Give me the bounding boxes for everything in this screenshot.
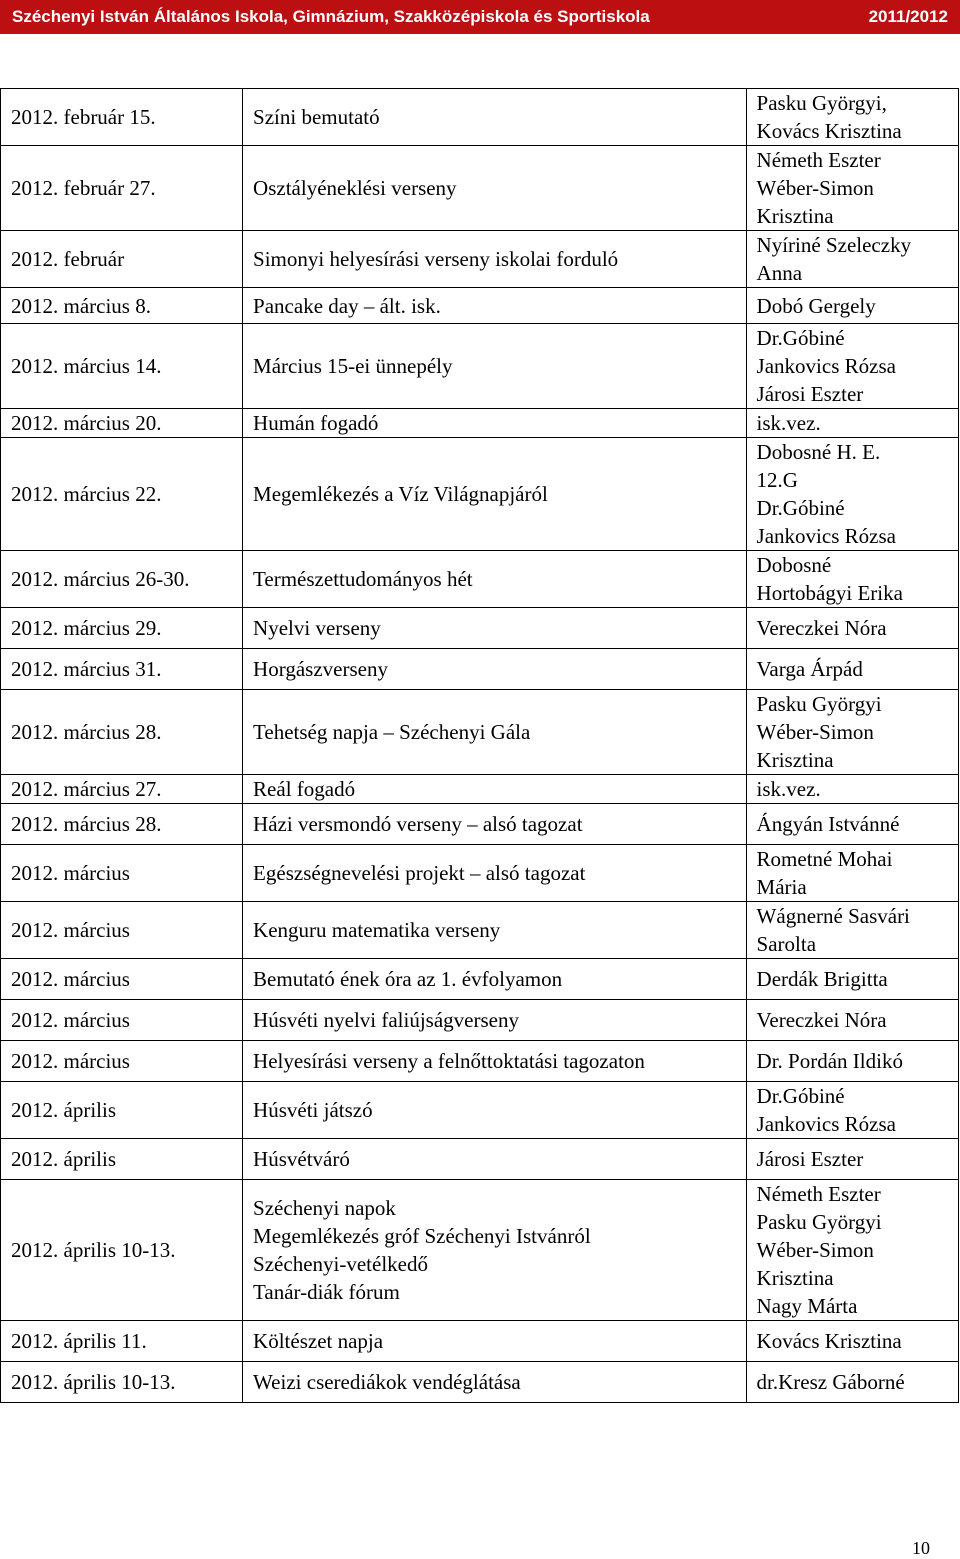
- event-date: 2012. február 15.: [11, 105, 156, 129]
- event-date: 2012. április 10-13.: [11, 1370, 176, 1394]
- responsible-person: Járosi Eszter: [756, 1147, 864, 1171]
- page-number: 10: [912, 1538, 930, 1558]
- event-date-cell: [1, 1041, 243, 1082]
- event-name-cell: [243, 1082, 747, 1139]
- responsible-person-cell: [746, 89, 958, 146]
- event-name: Nyelvi verseny: [253, 616, 381, 640]
- responsible-person-cell: [746, 1000, 958, 1041]
- responsible-person-cell: [746, 438, 958, 551]
- event-name: Egészségnevelési projekt – alsó tagozat: [253, 861, 586, 885]
- event-name-cell: [243, 1139, 747, 1180]
- responsible-person: Dr. Pordán Ildikó: [756, 1049, 903, 1073]
- event-date: 2012. április: [11, 1147, 116, 1171]
- responsible-person: Vereczkei Nóra: [756, 1008, 887, 1032]
- event-date: 2012. március 28.: [11, 720, 162, 744]
- table-row: [1, 1139, 959, 1180]
- event-date-cell: [1, 775, 243, 804]
- table-row: [1, 804, 959, 845]
- responsible-person-cell: [746, 288, 958, 324]
- responsible-person-cell: [746, 845, 958, 902]
- event-name-cell: [243, 690, 747, 775]
- page-header: [0, 0, 960, 34]
- responsible-person: Kovács Krisztina: [756, 1329, 902, 1353]
- event-date: 2012. március: [11, 861, 130, 885]
- table-row: [1, 775, 959, 804]
- event-name: Bemutató ének óra az 1. évfolyamon: [253, 967, 563, 991]
- responsible-person-cell: [746, 1362, 958, 1403]
- table-row: [1, 1082, 959, 1139]
- event-name-cell: [243, 649, 747, 690]
- responsible-person: dr.Kresz Gáborné: [756, 1370, 905, 1394]
- table-row: [1, 89, 959, 146]
- responsible-person-cell: [746, 959, 958, 1000]
- event-date: 2012. március: [11, 1008, 130, 1032]
- responsible-person: Vereczkei Nóra: [756, 616, 887, 640]
- event-date: 2012. március 14.: [11, 354, 162, 378]
- responsible-person-cell: [746, 1041, 958, 1082]
- event-name: Színi bemutató: [253, 105, 380, 129]
- table-row: [1, 324, 959, 409]
- responsible-person-cell: [746, 608, 958, 649]
- event-name-cell: [243, 1362, 747, 1403]
- event-date-cell: [1, 288, 243, 324]
- event-name: Megemlékezés a Víz Világnapjáról: [253, 482, 548, 506]
- event-date: 2012. március 26-30.: [11, 567, 190, 591]
- table-row: [1, 288, 959, 324]
- responsible-person-cell: [746, 1082, 958, 1139]
- table-row: [1, 231, 959, 288]
- event-date-cell: [1, 1082, 243, 1139]
- responsible-person: Wágnerné Sasvári Sarolta: [756, 904, 910, 956]
- event-name: Kenguru matematika verseny: [253, 918, 501, 942]
- event-name: Tehetség napja – Széchenyi Gála: [253, 720, 531, 744]
- event-date-cell: [1, 1321, 243, 1362]
- table-row: [1, 1321, 959, 1362]
- event-date: 2012. március: [11, 918, 130, 942]
- event-date: 2012. március 22.: [11, 482, 162, 506]
- responsible-person: Rometné Mohai Mária: [756, 847, 893, 899]
- event-date: 2012. március 8.: [11, 293, 151, 318]
- responsible-person-cell: [746, 1180, 958, 1321]
- responsible-person: isk.vez.: [756, 777, 821, 801]
- event-name: Helyesírási verseny a felnőttoktatási tagozaton: [253, 1049, 645, 1073]
- event-name-cell: [243, 845, 747, 902]
- event-date-cell: [1, 902, 243, 959]
- event-date: 2012. március 28.: [11, 812, 162, 836]
- responsible-person: Németh Eszter Wéber-Simon Krisztina: [756, 148, 881, 228]
- responsible-person-cell: [746, 1139, 958, 1180]
- event-name: Weizi cserediákok vendéglátása: [253, 1370, 521, 1394]
- responsible-person: Dobosné H. E. 12.G Dr.Góbiné Jankovics Rózsa: [756, 440, 896, 548]
- table-row: [1, 845, 959, 902]
- table-row: [1, 409, 959, 438]
- responsible-person: Nyíriné Szeleczky Anna: [756, 233, 912, 285]
- responsible-person: Dobosné Hortobágyi Erika: [756, 553, 903, 605]
- event-date-cell: [1, 690, 243, 775]
- event-date-cell: [1, 231, 243, 288]
- responsible-person-cell: [746, 804, 958, 845]
- responsible-person-cell: [746, 409, 958, 438]
- responsible-person: isk.vez.: [756, 411, 821, 435]
- responsible-person: Pasku Györgyi, Kovács Krisztina: [756, 91, 902, 143]
- event-date: 2012. március 27.: [11, 777, 162, 801]
- event-name: Húsvéti játszó: [253, 1098, 373, 1122]
- event-name: Horgászverseny: [253, 657, 388, 681]
- event-name-cell: [243, 324, 747, 409]
- responsible-person: Dobó Gergely: [756, 293, 876, 318]
- event-name-cell: [243, 1000, 747, 1041]
- table-row: [1, 902, 959, 959]
- event-date-cell: [1, 608, 243, 649]
- event-name: Osztályéneklési verseny: [253, 176, 457, 200]
- event-date: 2012. április: [11, 1098, 116, 1122]
- event-name-cell: [243, 804, 747, 845]
- responsible-person: Derdák Brigitta: [756, 967, 888, 991]
- responsible-person: Ángyán Istvánné: [756, 812, 900, 836]
- event-date-cell: [1, 89, 243, 146]
- event-name-cell: [243, 775, 747, 804]
- event-name: Költészet napja: [253, 1329, 384, 1353]
- event-name-cell: [243, 1180, 747, 1321]
- event-date-cell: [1, 1362, 243, 1403]
- table-row: [1, 1180, 959, 1321]
- event-date-cell: [1, 1180, 243, 1321]
- event-date: 2012. március 31.: [11, 657, 162, 681]
- responsible-person: Varga Árpád: [756, 657, 863, 681]
- event-name: Húsvétváró: [253, 1147, 350, 1171]
- event-name: Humán fogadó: [253, 411, 379, 435]
- event-name: Természettudományos hét: [253, 567, 473, 591]
- event-name-cell: [243, 959, 747, 1000]
- event-name-cell: [243, 608, 747, 649]
- event-name-cell: [243, 902, 747, 959]
- responsible-person-cell: [746, 1321, 958, 1362]
- responsible-person-cell: [746, 231, 958, 288]
- event-name-cell: [243, 231, 747, 288]
- event-date: 2012. február 27.: [11, 176, 156, 200]
- responsible-person-cell: [746, 324, 958, 409]
- responsible-person: Dr.Góbiné Jankovics Rózsa Járosi Eszter: [756, 326, 896, 406]
- event-name-cell: [243, 288, 747, 324]
- event-name-cell: [243, 409, 747, 438]
- event-date: 2012. február: [11, 247, 125, 271]
- event-name: Reál fogadó: [253, 777, 356, 801]
- responsible-person: Pasku Györgyi Wéber-Simon Krisztina: [756, 692, 882, 772]
- event-name-cell: [243, 1041, 747, 1082]
- table-row: [1, 1041, 959, 1082]
- responsible-person: Németh Eszter Pasku Györgyi Wéber-Simon Krisztina Nagy Márta: [756, 1182, 882, 1318]
- event-date-cell: [1, 409, 243, 438]
- event-name-cell: [243, 1321, 747, 1362]
- event-date-cell: [1, 1139, 243, 1180]
- event-date: 2012. március: [11, 967, 130, 991]
- event-schedule-table: [0, 88, 959, 1403]
- event-date-cell: [1, 146, 243, 231]
- school-year: 2011/2012: [868, 7, 948, 26]
- event-name: Simonyi helyesírási verseny iskolai forduló: [253, 247, 619, 271]
- table-row: [1, 146, 959, 231]
- event-name-cell: [243, 438, 747, 551]
- responsible-person-cell: [746, 649, 958, 690]
- table-row: [1, 959, 959, 1000]
- event-date-cell: [1, 959, 243, 1000]
- responsible-person-cell: [746, 146, 958, 231]
- table-row: [1, 551, 959, 608]
- event-date: 2012. április 11.: [11, 1329, 147, 1353]
- event-name-cell: [243, 89, 747, 146]
- event-name: Húsvéti nyelvi faliújságverseny: [253, 1008, 519, 1032]
- event-name: Március 15-ei ünnepély: [253, 354, 453, 378]
- responsible-person-cell: [746, 551, 958, 608]
- event-date: 2012. április 10-13.: [11, 1238, 176, 1262]
- event-date-cell: [1, 438, 243, 551]
- table-row: [1, 1000, 959, 1041]
- event-date-cell: [1, 324, 243, 409]
- event-date-cell: [1, 551, 243, 608]
- school-name: Széchenyi István Általános Iskola, Gimnázium, Szakközépiskola és Sportiskola: [12, 7, 650, 26]
- event-name: Házi versmondó verseny – alsó tagozat: [253, 812, 583, 836]
- table-row: [1, 438, 959, 551]
- event-date-cell: [1, 649, 243, 690]
- event-name-cell: [243, 551, 747, 608]
- event-name-cell: [243, 146, 747, 231]
- table-row: [1, 1362, 959, 1403]
- event-date-cell: [1, 845, 243, 902]
- event-date-cell: [1, 804, 243, 845]
- table-row: [1, 690, 959, 775]
- event-date: 2012. március 20.: [11, 411, 162, 435]
- event-name: Pancake day – ált. isk.: [253, 293, 441, 318]
- event-date: 2012. március 29.: [11, 616, 162, 640]
- responsible-person-cell: [746, 902, 958, 959]
- event-date-cell: [1, 1000, 243, 1041]
- event-name: Széchenyi napok Megemlékezés gróf Széchenyi Istvánról Széchenyi-vetélkedő Tanár-diák fórum: [253, 1196, 591, 1304]
- event-date: 2012. március: [11, 1049, 130, 1073]
- responsible-person: Dr.Góbiné Jankovics Rózsa: [756, 1084, 896, 1136]
- responsible-person-cell: [746, 690, 958, 775]
- table-row: [1, 608, 959, 649]
- table-row: [1, 649, 959, 690]
- responsible-person-cell: [746, 775, 958, 804]
